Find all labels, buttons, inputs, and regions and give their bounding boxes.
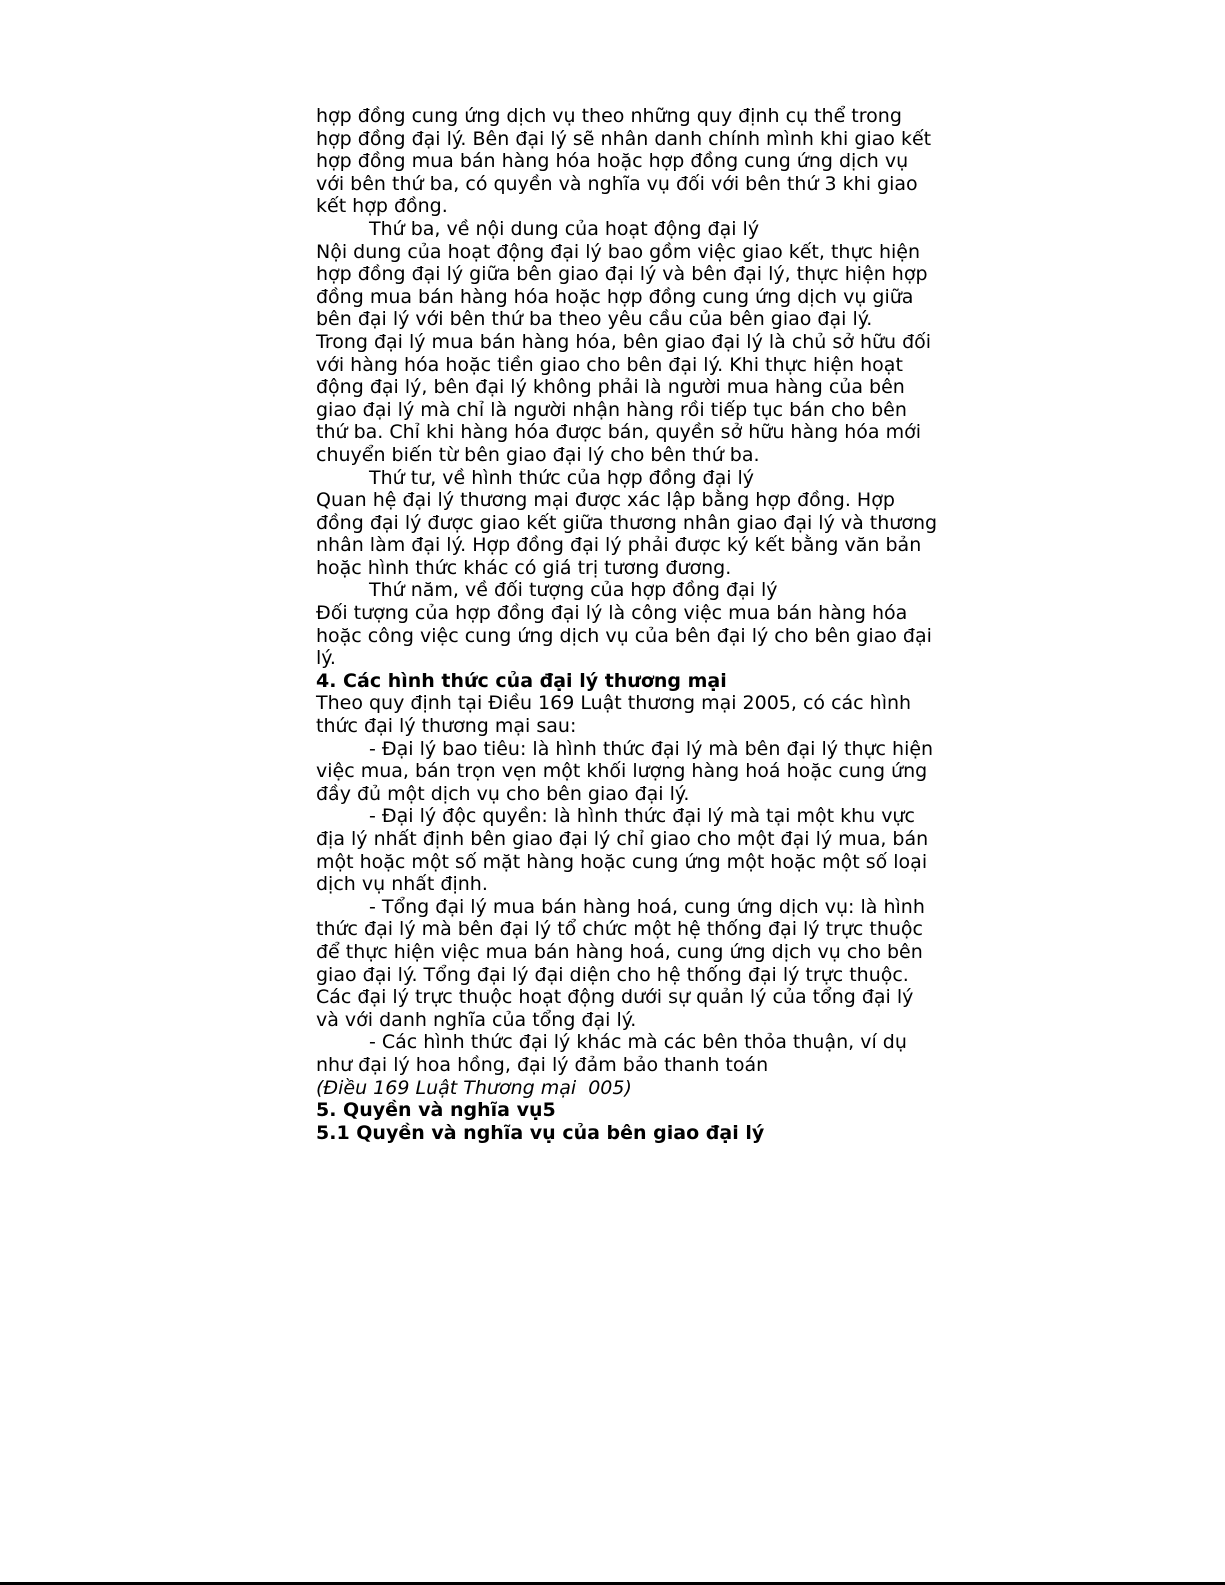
text-line: để thực hiện việc mua bán hàng hoá, cung ứng dịch vụ cho bên (316, 940, 923, 963)
text-line: đồng đại lý được giao kết giữa thương nhân giao đại lý và thương (316, 511, 938, 534)
text-line: hoặc hình thức khác có giá trị tương đương. (316, 556, 732, 579)
text-line: với hàng hóa hoặc tiền giao cho bên đại lý. Khi thực hiện hoạt (316, 353, 903, 376)
text-line: chuyển biến từ bên giao đại lý cho bên thứ ba. (316, 443, 760, 466)
text-line: Đối tượng của hợp đồng đại lý là công việc mua bán hàng hóa (316, 602, 908, 625)
text-line: thứ ba. Chỉ khi hàng hóa được bán, quyền sở hữu hàng hóa mới (316, 421, 921, 444)
text-line: đầy đủ một dịch vụ cho bên giao đại lý. (316, 782, 690, 805)
text-line: hợp đồng cung ứng dịch vụ theo những quy định cụ thể trong (316, 105, 902, 127)
text-line: hoặc công việc cung ứng dịch vụ của bên đại lý cho bên giao đại (316, 624, 932, 647)
text-line: đồng mua bán hàng hóa hoặc hợp đồng cung ứng dịch vụ giữa (316, 285, 914, 308)
section-heading: 5. Quyền và nghĩa vụ5 (316, 1099, 556, 1122)
text-line: giao đại lý. Tổng đại lý đại diện cho hệ thống đại lý trực thuộc. (316, 963, 909, 986)
text-line: Trong đại lý mua bán hàng hóa, bên giao đại lý là chủ sở hữu đối (316, 330, 932, 353)
indented-line: - Đại lý bao tiêu: là hình thức đại lý mà bên đại lý thực hiện (369, 737, 934, 760)
text-line: với bên thứ ba, có quyền và nghĩa vụ đối với bên thứ 3 khi giao (316, 172, 918, 195)
text-line: lý. (316, 647, 336, 670)
text-line: dịch vụ nhất định. (316, 873, 488, 896)
indented-line: - Các hình thức đại lý khác mà các bên thỏa thuận, ví dụ (369, 1031, 907, 1054)
text-line: nhân làm đại lý. Hợp đồng đại lý phải được ký kết bằng văn bản (316, 534, 922, 557)
section-heading: 4. Các hình thức của đại lý thương mại (316, 669, 727, 692)
text-line: hợp đồng đại lý. Bên đại lý sẽ nhân danh chính mình khi giao kết (316, 127, 932, 150)
text-line: việc mua, bán trọn vẹn một khối lượng hàng hoá hoặc cung ứng (316, 760, 928, 783)
citation-line: (Điều 169 Luật Thương mại 005) (316, 1076, 632, 1099)
text-line: địa lý nhất định bên giao đại lý chỉ giao cho một đại lý mua, bán (316, 828, 929, 850)
text-line: động đại lý, bên đại lý không phải là người mua hàng của bên (316, 376, 905, 399)
text-line: Quan hệ đại lý thương mại được xác lập bằng hợp đồng. Hợp (316, 489, 895, 512)
indented-line: - Tổng đại lý mua bán hàng hoá, cung ứng dịch vụ: là hình (369, 895, 925, 918)
text-line: bên đại lý với bên thứ ba theo yêu cầu của bên giao đại lý. (316, 308, 873, 331)
text-line: và với danh nghĩa của tổng đại lý. (316, 1008, 637, 1031)
text-line: thức đại lý thương mại sau: (316, 715, 577, 738)
text-line: kết hợp đồng. (316, 195, 448, 218)
indented-line: Thứ năm, về đối tượng của hợp đồng đại lý (369, 579, 778, 602)
text-line: thức đại lý mà bên đại lý tổ chức một hệ thống đại lý trực thuộc (316, 918, 923, 941)
section-heading: 5.1 Quyền và nghĩa vụ của bên giao đại lý (316, 1121, 765, 1144)
text-line: giao đại lý mà chỉ là người nhận hàng rồi tiếp tục bán cho bên (316, 398, 907, 421)
indented-line: Thứ tư, về hình thức của hợp đồng đại lý (369, 466, 755, 489)
indented-line: Thứ ba, về nội dung của hoạt động đại lý (369, 217, 760, 240)
document-body (316, 105, 956, 1144)
indented-line: - Đại lý độc quyền: là hình thức đại lý mà tại một khu vực (369, 805, 915, 828)
text-line: Theo quy định tại Điều 169 Luật thương mại 2005, có các hình (316, 692, 912, 715)
text-line: một hoặc một số mặt hàng hoặc cung ứng một hoặc một số loại (316, 850, 928, 873)
text-line: như đại lý hoa hồng, đại lý đảm bảo thanh toán (316, 1053, 769, 1076)
text-line: hợp đồng đại lý giữa bên giao đại lý và bên đại lý, thực hiện hợp (316, 263, 928, 286)
text-line: Các đại lý trực thuộc hoạt động dưới sự quản lý của tổng đại lý (316, 986, 914, 1009)
text-line: Nội dung của hoạt động đại lý bao gồm việc giao kết, thực hiện (316, 240, 921, 263)
text-line: hợp đồng mua bán hàng hóa hoặc hợp đồng cung ứng dịch vụ (316, 150, 909, 173)
